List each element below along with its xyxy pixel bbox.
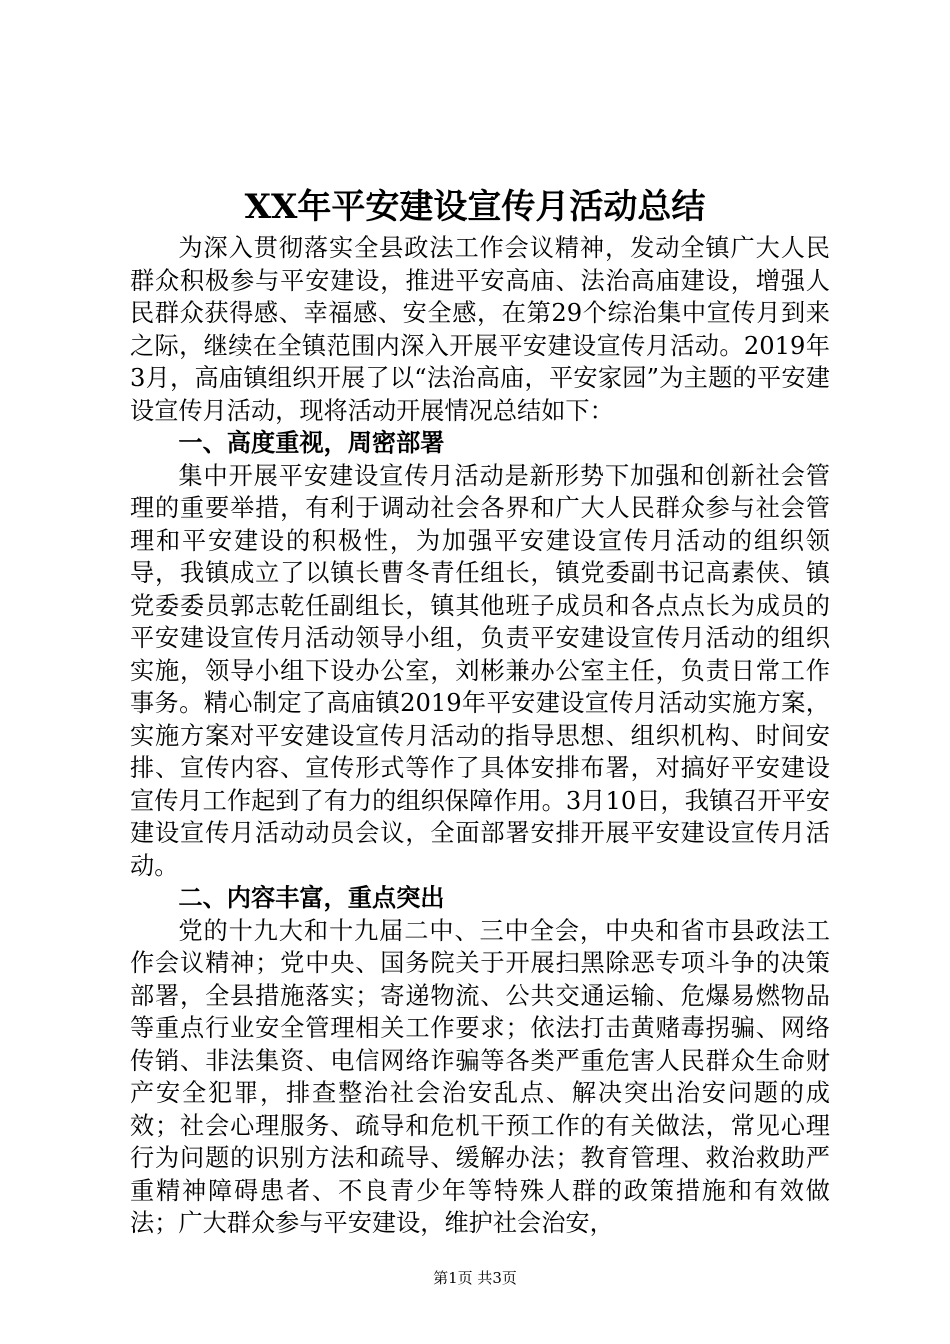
document-title: XX年平安建设宣传月活动总结 (244, 187, 706, 227)
section-2-paragraph: 党的十九大和十九届二中、三中全会，中央和省市县政法工作会议精神；党中央、国务院关于开展扫黑除恶专项斗争的决策部署，全县措施落实；寄递物流、公共交通运输、危爆易燃物品等重点行业安全管理相关工作要求；依法打击黄赌毒拐骗、网络传销、非法集资、电信网络诈骗等各类严重危害人民群众生命财产安全犯罪，排查整治社会治安乱点、解决突出治安问题的成效；社会心理服务、疏导和危机干预工作的有关做法，常见心理行为问题的识别方法和疏导、缓解办法；教育管理、救治救助严重精神障碍患者、不良青少年等特殊人群的政策措施和有效做法；广大群众参与平安建设，维护社会治安， (130, 916, 830, 1237)
section-heading-2: 二、内容丰富，重点突出 (178, 884, 445, 912)
intro-paragraph: 为深入贯彻落实全县政法工作会议精神，发动全镇广大人民群众积极参与平安建设，推进平安高庙、法治高庙建设，增强人民群众获得感、幸福感、安全感，在第29个综治集中宣传月到来之际，继续在全镇范围内深入开展平安建设宣传月活动。2019年3月，高庙镇组织开展了以“法治高庙，平安家园”为主题的平安建设宣传月活动，现将活动开展情况总结如下： (130, 234, 830, 425)
section-heading-1: 一、高度重视，周密部署 (178, 429, 445, 457)
page-number-footer: 第1页 共3页 (433, 1269, 517, 1287)
document-body (130, 232, 830, 1240)
section-1-paragraph: 集中开展平安建设宣传月活动是新形势下加强和创新社会管理的重要举措，有利于调动社会各界和广大人民群众参与社会管理和平安建设的积极性，为加强平安建设宣传月活动的组织领导，我镇成立了以镇长曹冬青任组长，镇党委副书记高素侠、镇党委委员郭志乾任副组长，镇其他班子成员和各点点长为成员的平安建设宣传月活动领导小组，负责平安建设宣传月活动的组织实施，领导小组下设办公室，刘彬兼办公室主任，负责日常工作事务。精心制定了高庙镇2019年平安建设宣传月活动实施方案，实施方案对平安建设宣传月活动的指导思想、组织机构、时间安排、宣传内容、宣传形式等作了具体安排布署，对搞好平安建设宣传月工作起到了有力的组织保障作用。3月10日，我镇召开平安建设宣传月活动动员会议，全面部署安排开展平安建设宣传月活动。 (130, 461, 830, 880)
